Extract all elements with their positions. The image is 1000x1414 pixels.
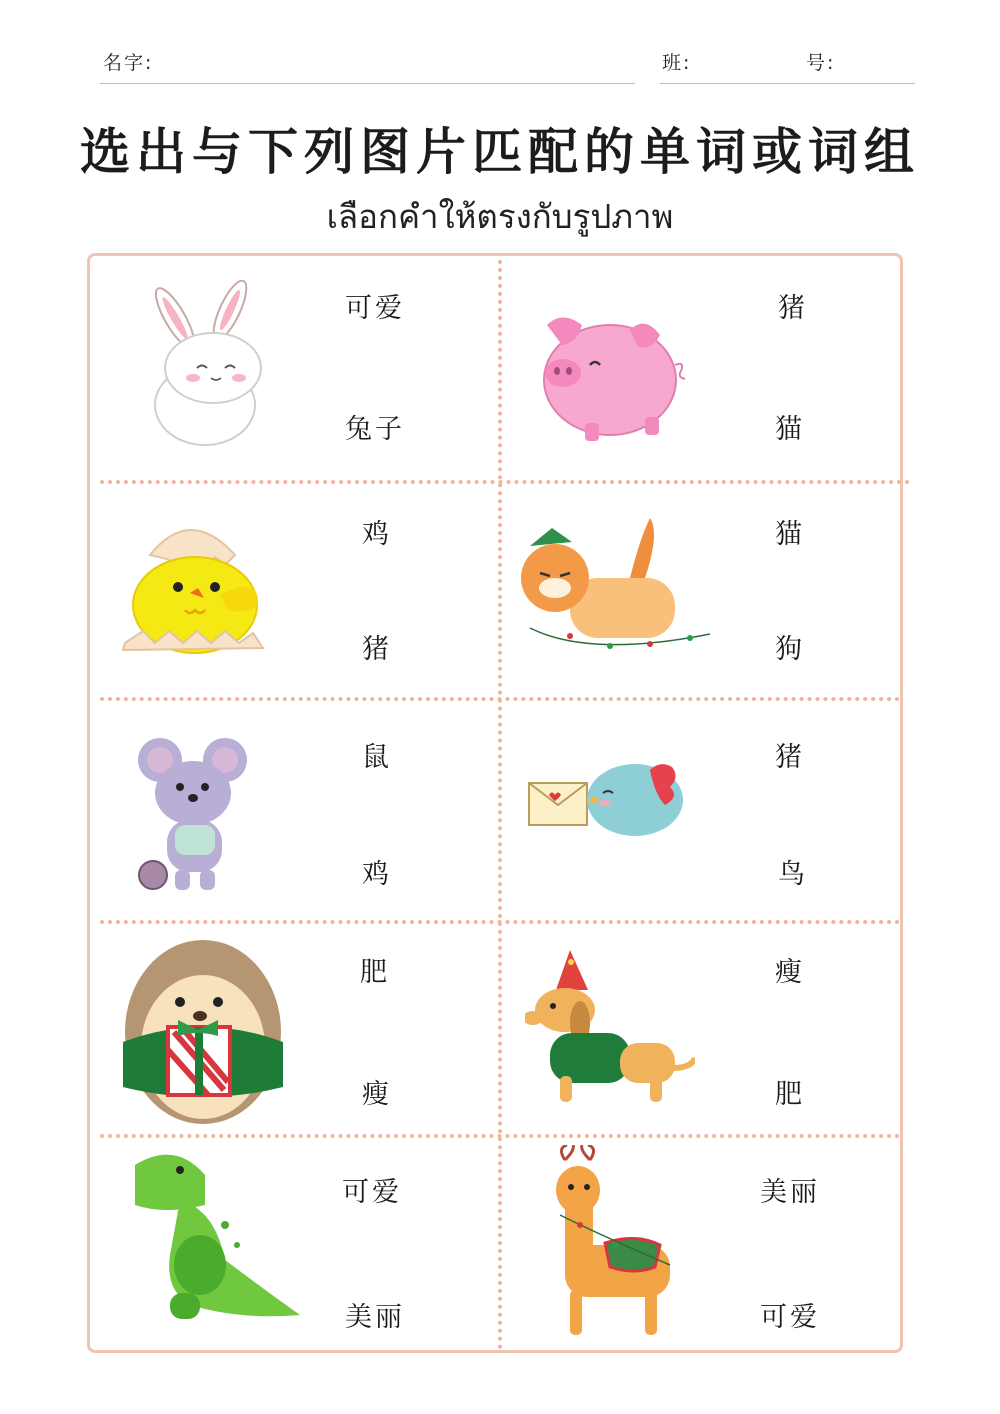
option-word[interactable]: 肥 bbox=[360, 957, 390, 988]
option-word[interactable]: 猪 bbox=[775, 742, 805, 773]
option-word[interactable]: 美丽 bbox=[345, 1302, 405, 1333]
option-word[interactable]: 猫 bbox=[775, 414, 805, 445]
number-label: 号: bbox=[806, 52, 836, 74]
llama-picture bbox=[545, 1145, 675, 1344]
dinosaur-picture bbox=[125, 1145, 305, 1334]
hedgehog-picture bbox=[118, 932, 288, 1131]
bird-picture bbox=[525, 755, 695, 849]
row-divider bbox=[100, 697, 900, 701]
option-word[interactable]: 美丽 bbox=[760, 1177, 820, 1208]
option-word[interactable]: 鸟 bbox=[778, 859, 808, 890]
name-line[interactable] bbox=[100, 83, 635, 84]
option-word[interactable]: 可爱 bbox=[760, 1302, 820, 1333]
option-word[interactable]: 兔子 bbox=[345, 414, 405, 445]
option-word[interactable]: 猫 bbox=[775, 519, 805, 550]
cat-picture bbox=[510, 508, 715, 672]
option-word[interactable]: 可爱 bbox=[345, 293, 405, 324]
column-divider bbox=[498, 260, 502, 1350]
row-divider bbox=[100, 1134, 900, 1138]
option-word[interactable]: 可爱 bbox=[342, 1177, 402, 1208]
option-word[interactable]: 猪 bbox=[778, 293, 808, 324]
name-label: 名字: bbox=[103, 52, 154, 74]
option-word[interactable]: 鼠 bbox=[362, 742, 392, 773]
page-subtitle: เลือกคำให้ตรงกับรูปภาพ bbox=[326, 197, 674, 236]
page-title: 选出与下列图片匹配的单词或词组 bbox=[80, 123, 920, 181]
option-word[interactable]: 狗 bbox=[775, 634, 805, 665]
row-divider bbox=[100, 920, 900, 924]
option-word[interactable]: 肥 bbox=[775, 1079, 805, 1110]
option-word[interactable]: 鸡 bbox=[362, 859, 392, 890]
row-divider bbox=[100, 480, 910, 484]
class-number-line[interactable] bbox=[660, 83, 915, 84]
chick-picture bbox=[120, 515, 265, 669]
option-word[interactable]: 瘦 bbox=[362, 1079, 392, 1110]
option-word[interactable]: 鸡 bbox=[362, 519, 392, 550]
option-word[interactable]: 瘦 bbox=[775, 957, 805, 988]
mouse-picture bbox=[135, 735, 250, 899]
dog-picture bbox=[525, 948, 695, 1112]
option-word[interactable]: 猪 bbox=[362, 634, 392, 665]
pig-picture bbox=[535, 305, 690, 454]
class-label: 班: bbox=[662, 52, 692, 74]
rabbit-picture bbox=[135, 280, 270, 454]
